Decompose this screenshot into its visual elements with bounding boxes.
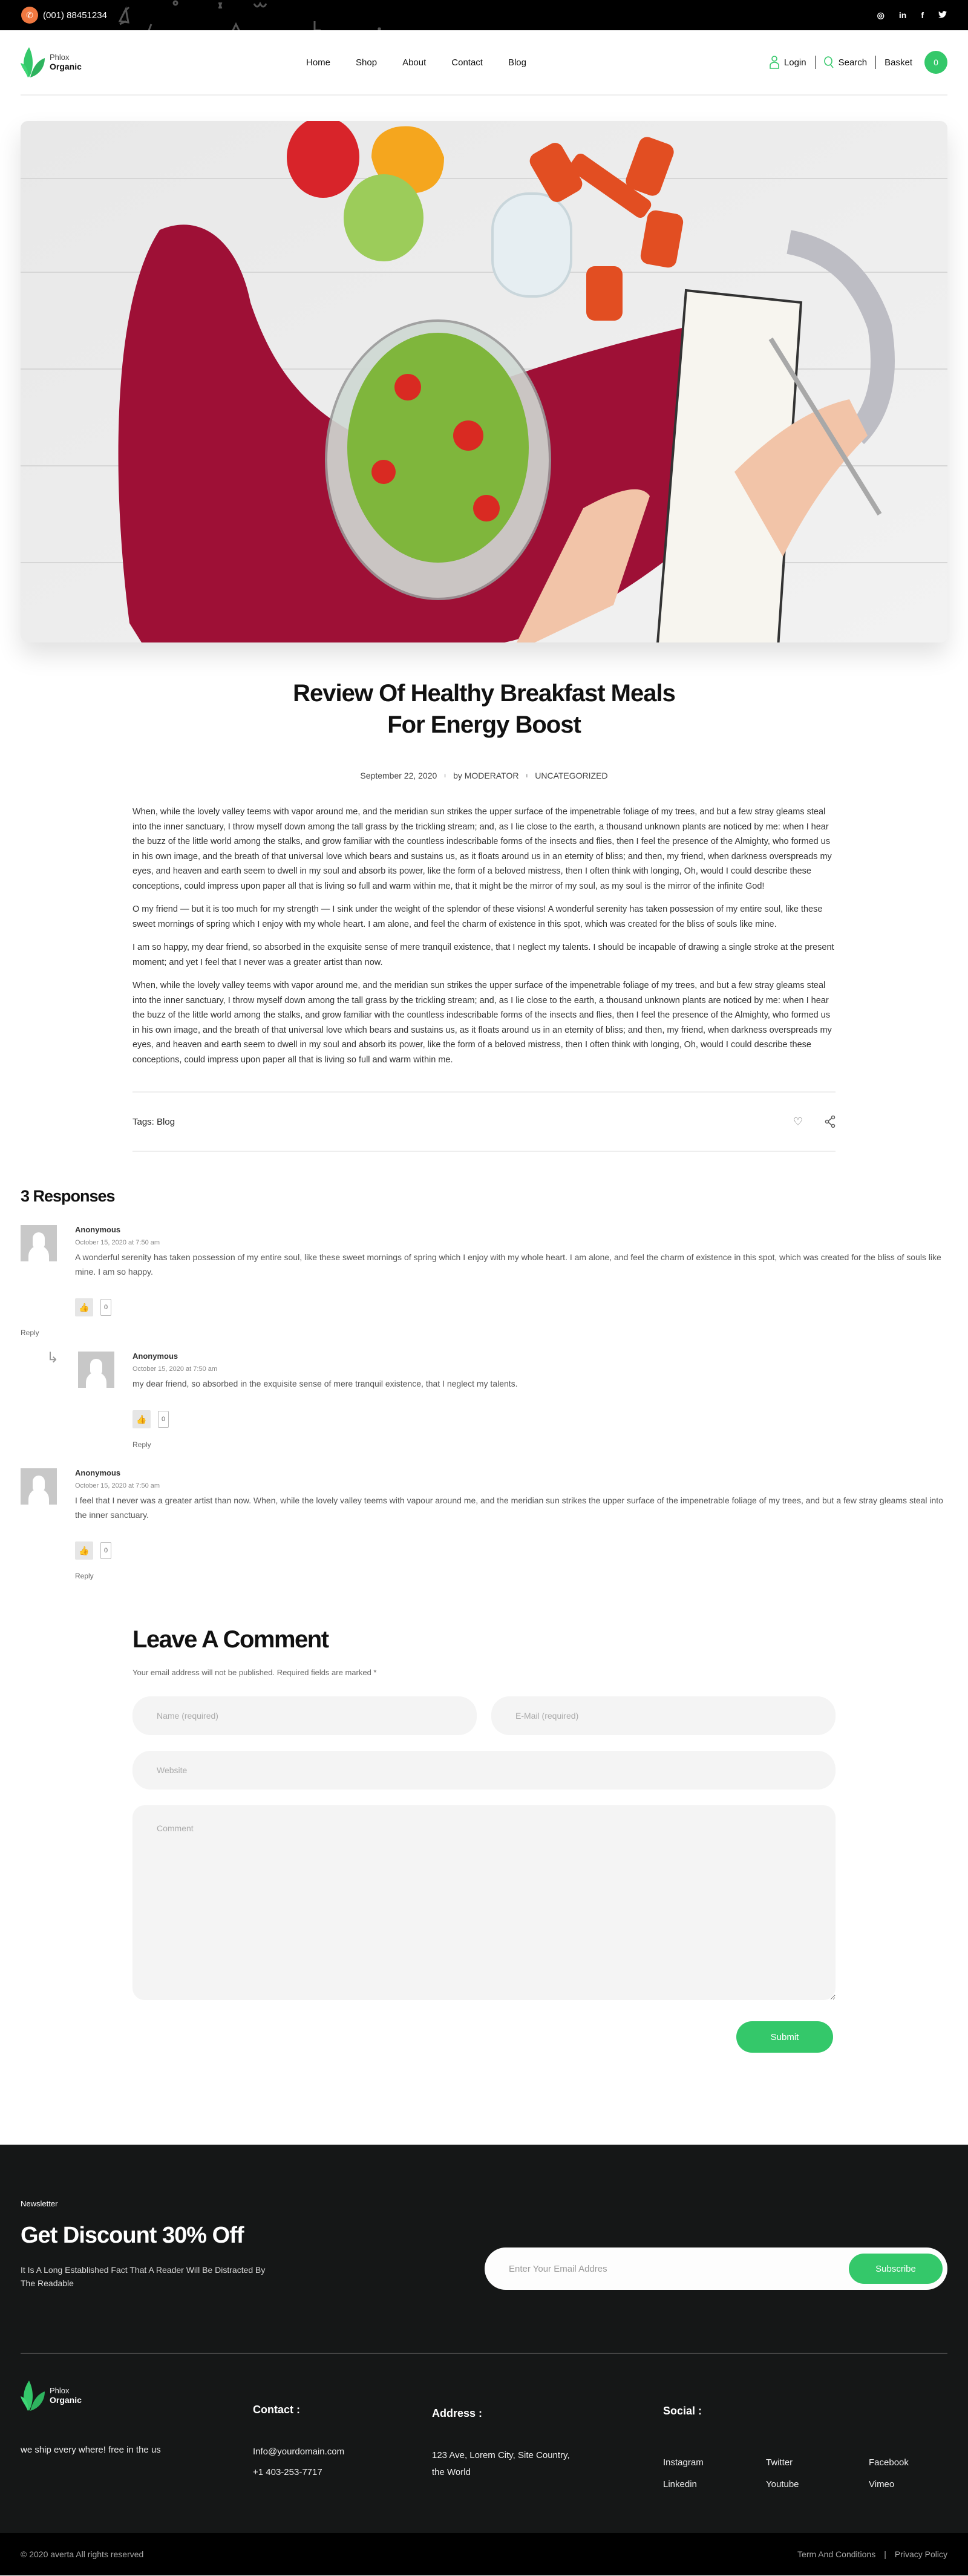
instagram-icon[interactable]: ◎: [877, 10, 885, 20]
avatar: [78, 1352, 114, 1388]
leaf-logo-icon: [21, 46, 46, 79]
meta-separator: ı: [526, 772, 528, 779]
copyright-text: © 2020 averta All rights reserved: [21, 2549, 144, 2559]
basket-label: Basket: [885, 57, 912, 68]
address-heading: Address :: [432, 2407, 483, 2419]
comments-section: [21, 1187, 947, 1580]
address-line1: 123 Ave, Lorem City, Site Country,: [432, 2450, 570, 2460]
vote-count: 0: [100, 1299, 111, 1316]
phone-icon: ✆: [21, 7, 38, 24]
post-meta: [0, 771, 968, 780]
site-header: [21, 30, 947, 96]
nav-home[interactable]: Home: [306, 57, 331, 68]
search-icon: [824, 56, 834, 68]
name-input[interactable]: [132, 1696, 477, 1735]
email-input[interactable]: [491, 1696, 836, 1735]
social-twitter[interactable]: Twitter: [766, 2457, 793, 2468]
social-youtube[interactable]: Youtube: [766, 2479, 799, 2489]
post-date[interactable]: September 22, 2020: [360, 771, 437, 780]
comment-author: Anonymous: [132, 1352, 178, 1361]
comment-text: my dear friend, so absorbed in the exquisite sense of mere tranquil existence, that I neglect my talents.: [132, 1379, 518, 1388]
vote-count: 0: [100, 1542, 111, 1559]
comment-author: Anonymous: [75, 1225, 121, 1234]
thumbs-up-icon[interactable]: 👍: [132, 1410, 151, 1428]
comment-text: I feel that I never was a greater artist than now. When, while the lovely valley teems with vapour around me, and the meridian sun strikes the upper surface of the impenetrable foliage of my trees, and but a few stray gleams steal into the inner sanctuary.: [75, 1496, 943, 1520]
logo-line2: Organic: [50, 62, 82, 72]
contact-phone[interactable]: +1 403-253-7717: [253, 2467, 322, 2477]
login-button[interactable]: [770, 56, 806, 69]
nav-about[interactable]: About: [402, 57, 427, 68]
newsletter-subtitle: It Is A Long Established Fact That A Reader Will Be Distracted By The Readable: [21, 2265, 266, 2288]
social-links: [877, 10, 947, 21]
social-vimeo[interactable]: Vimeo: [869, 2479, 895, 2489]
paragraph: When, while the lovely valley teems with vapor around me, and the meridian sun strikes the upper surface of the impenetrable foliage of my trees, and but a few stray gleams steal into the inner sanctuary, I throw myself down among the tall grass by the trickling stream; and, as I lie close to the earth, a thousand unknown plants are noticed by me: when I hear the buzz of the little world among the stalks, and grow familiar with the countless indescribable forms of the insects and flies, then I feel the presence of the Almighty, who formed us in his own image, and the breath of that universal love which bears and sustains us, as it floats around us in an eternity of bliss; and then, my friend, when darkness overspreads my eyes, and heaven and earth seem to dwell in my soul and absorb its power, like the form of a beloved mistress, then I often think with longing, Oh, would I could describe these conceptions, could impress upon paper all that is living so full and warm within me, that it might be the mirror of my soul, as my soul is the mirror of the infinite God!: [132, 807, 832, 891]
social-facebook[interactable]: Facebook: [869, 2457, 909, 2468]
post-author[interactable]: by MODERATOR: [453, 771, 519, 780]
newsletter-email-input[interactable]: [509, 2264, 849, 2274]
tags: [132, 1117, 175, 1127]
tag-link[interactable]: Blog: [157, 1116, 175, 1127]
user-icon: [770, 56, 779, 69]
footer-tagline: we ship every where! free in the us: [21, 2445, 161, 2455]
top-bar: [0, 0, 968, 30]
comment-date[interactable]: October 15, 2020 at 7:50 am: [132, 1365, 218, 1373]
comment-text: A wonderful serenity has taken possession of my entire soul, like these sweet mornings of spring which I enjoy with my whole heart. I am alone, and feel the charm of existence in this spot, which was created for the bliss of souls like mine. I am so happy.: [75, 1252, 941, 1277]
newsletter: [21, 2181, 947, 2290]
leaf-logo-icon: [21, 2379, 46, 2412]
social-heading: Social :: [663, 2405, 702, 2417]
basket-count-badge: 0: [924, 51, 947, 74]
decorative-pattern: [0, 0, 968, 30]
form-note: Your email address will not be published. Required fields are marked *: [132, 1668, 377, 1677]
subscribe-button[interactable]: Subscribe: [849, 2254, 943, 2284]
nav-blog[interactable]: Blog: [508, 57, 526, 68]
address-line2: the World: [432, 2467, 471, 2477]
form-title: Leave A Comment: [132, 1626, 329, 1653]
reply-link[interactable]: Reply: [132, 1440, 151, 1449]
social-linkedin[interactable]: Linkedin: [663, 2479, 697, 2489]
post-title: Review Of Healthy Breakfast Meals For Energy Boost: [293, 680, 675, 738]
footer-columns: [21, 2354, 947, 2533]
basket-button[interactable]: [885, 51, 947, 74]
terms-link[interactable]: Term And Conditions: [797, 2549, 876, 2559]
avatar: [21, 1225, 57, 1261]
paragraph: O my friend — but it is too much for my strength — I sink under the weight of the splendor of these visions! A wonderful serenity has taken possession of my entire soul, like these sweet mornings of spring which I enjoy with my whole heart. I am alone, and feel the charm of existence in this spot, which was created for the bliss of souls like mine.: [132, 904, 823, 929]
phone-contact[interactable]: [21, 7, 107, 24]
header-actions: [770, 51, 947, 74]
divider: [875, 56, 876, 69]
heart-icon[interactable]: ♡: [793, 1115, 803, 1128]
privacy-link[interactable]: Privacy Policy: [894, 2549, 947, 2559]
avatar: [21, 1468, 57, 1505]
reply-link[interactable]: Reply: [75, 1572, 94, 1580]
paragraph: I am so happy, my dear friend, so absorbed in the exquisite sense of mere tranquil existence, that I neglect my talents. I should be incapable of drawing a single stroke at the present moment; and yet I feel that I never was a greater artist than now.: [132, 943, 834, 967]
login-label: Login: [783, 57, 806, 68]
post-header: [0, 678, 968, 780]
newsletter-label: Newsletter: [21, 2199, 58, 2208]
footer-logo[interactable]: [21, 2379, 263, 2412]
vote-count: 0: [158, 1411, 169, 1428]
logo[interactable]: [21, 46, 263, 79]
logo-line1: Phlox: [50, 52, 70, 62]
divider: [815, 56, 816, 69]
search-label: Search: [838, 57, 868, 68]
comment-date[interactable]: October 15, 2020 at 7:50 am: [75, 1482, 160, 1489]
phone-number: (001) 88451234: [43, 10, 107, 21]
post-category[interactable]: UNCATEGORIZED: [535, 771, 608, 780]
website-input[interactable]: [132, 1751, 836, 1790]
comment: [21, 1468, 947, 1580]
reply-link[interactable]: Reply: [21, 1329, 39, 1337]
logo-line1: Phlox: [50, 2385, 70, 2395]
share-icon[interactable]: [825, 1116, 836, 1128]
thumbs-up-icon[interactable]: 👍: [75, 1541, 93, 1560]
facebook-icon[interactable]: f: [921, 10, 924, 20]
comment-author: Anonymous: [75, 1468, 121, 1477]
meta-separator: ı: [444, 772, 446, 779]
main-nav: [306, 57, 526, 68]
tags-label: Tags:: [132, 1116, 154, 1127]
nav-contact[interactable]: Contact: [451, 57, 483, 68]
linkedin-icon[interactable]: in: [898, 10, 907, 20]
link-separator: |: [884, 2549, 886, 2559]
social-instagram[interactable]: Instagram: [663, 2457, 704, 2468]
post-content: [132, 805, 836, 1067]
site-footer: [0, 2145, 968, 2533]
contact-email[interactable]: Info@yourdomain.com: [253, 2447, 345, 2457]
contact-heading: Contact :: [253, 2404, 300, 2416]
healthy-breakfast-photo: [21, 121, 947, 642]
comment-textarea[interactable]: [132, 1805, 836, 2000]
logo-line2: Organic: [50, 2395, 82, 2405]
twitter-icon[interactable]: [938, 10, 947, 21]
comment-reply: [47, 1350, 947, 1449]
newsletter-title: Get Discount 30% Off: [21, 2223, 244, 2248]
subscribe-form: [485, 2247, 947, 2290]
comment-date[interactable]: October 15, 2020 at 7:50 am: [75, 1239, 160, 1246]
post-footer: [132, 1091, 836, 1152]
comment: [21, 1225, 947, 1316]
submit-button[interactable]: Submit: [736, 2021, 833, 2053]
copyright-bar: [0, 2533, 968, 2575]
responses-title: 3 Responses: [21, 1187, 115, 1205]
comment-form: [132, 1626, 836, 2053]
search-button[interactable]: [824, 56, 868, 68]
nav-shop[interactable]: Shop: [356, 57, 378, 68]
thumbs-up-icon[interactable]: 👍: [75, 1298, 93, 1316]
reply-arrow-icon: ↳: [47, 1350, 59, 1366]
paragraph: When, while the lovely valley teems with vapor around me, and the meridian sun strikes the upper surface of the impenetrable foliage of my trees, and but a few stray gleams steal into the inner sanctuary, I throw myself down among the tall grass by the trickling stream; and, as I lie close to the earth, a thousand unknown plants are noticed by me: when I hear the buzz of the little world among the stalks, and grow familiar with the countless indescribable forms of the insects and flies, then I feel the presence of the Almighty, who formed us in his own image, and the breath of that universal love which bears and sustains us, as it floats around us in an eternity of bliss; and then, my friend, when darkness overspreads my eyes, and heaven and earth seem to dwell in my soul and absorb its power, like the form of a beloved mistress, then I often think with longing, Oh, would I could describe these conceptions, could impress upon paper all that is living so full and warm within me.: [132, 981, 832, 1065]
featured-image: [21, 121, 947, 642]
